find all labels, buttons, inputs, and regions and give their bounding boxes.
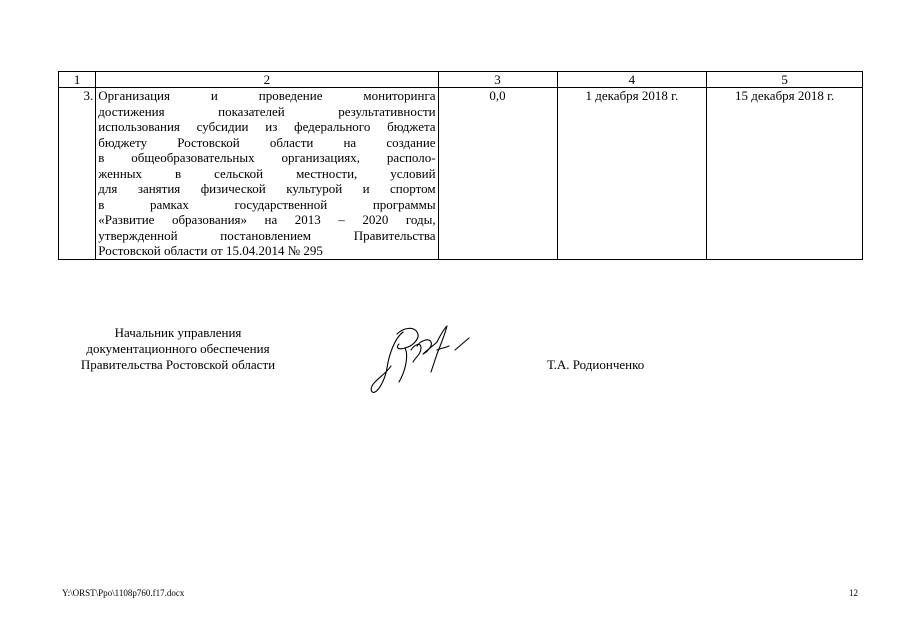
description-line: достижения показателей результативности [98,103,436,119]
description-line: для занятия физической культурой и спортом [98,181,436,196]
plan-table [58,71,863,260]
description-line: женных в сельской местности, условий [98,165,436,181]
signatory-title [58,325,298,373]
signatory-name: Т.А. Родионченко [547,357,645,372]
page-number: 12 [849,588,858,598]
row-description [96,88,438,260]
signatory-title-line: Начальник управления [114,325,242,340]
header-col-1: 1 [59,72,96,88]
row-start-date: 1 декабря 2018 г. [557,88,707,260]
handwritten-signature [365,320,485,400]
description-line: «Развитие образования» на 2013 – 2020 годы, [98,212,436,227]
header-col-4: 4 [557,72,707,88]
description-line: утвержденной постановлением Правительства [98,227,436,243]
table-row [59,88,863,260]
description-line: использования субсидии из федерального бюджета [98,119,436,134]
description-line: в рамках государственной программы [98,196,436,212]
header-col-5: 5 [707,72,863,88]
footer-file-path: Y:\ORST\Ppo\1108p760.f17.docx [62,588,185,598]
header-col-2: 2 [96,72,438,88]
row-end-date: 15 декабря 2018 г. [707,88,863,260]
description-line: в общеобразовательных организациях, располо- [98,150,436,165]
row-number: 3. [59,88,96,260]
header-col-3: 3 [438,72,557,88]
signatory-title-line: документационного обеспечения [86,341,270,356]
row-value: 0,0 [438,88,557,260]
description-line: Организация и проведение мониторинга [98,88,436,103]
description-line: бюджету Ростовской области на создание [98,134,436,150]
table-header-row [59,72,863,88]
description-line: Ростовской области от 15.04.2014 № 295 [98,243,323,258]
signatory-title-line: Правительства Ростовской области [80,357,276,372]
